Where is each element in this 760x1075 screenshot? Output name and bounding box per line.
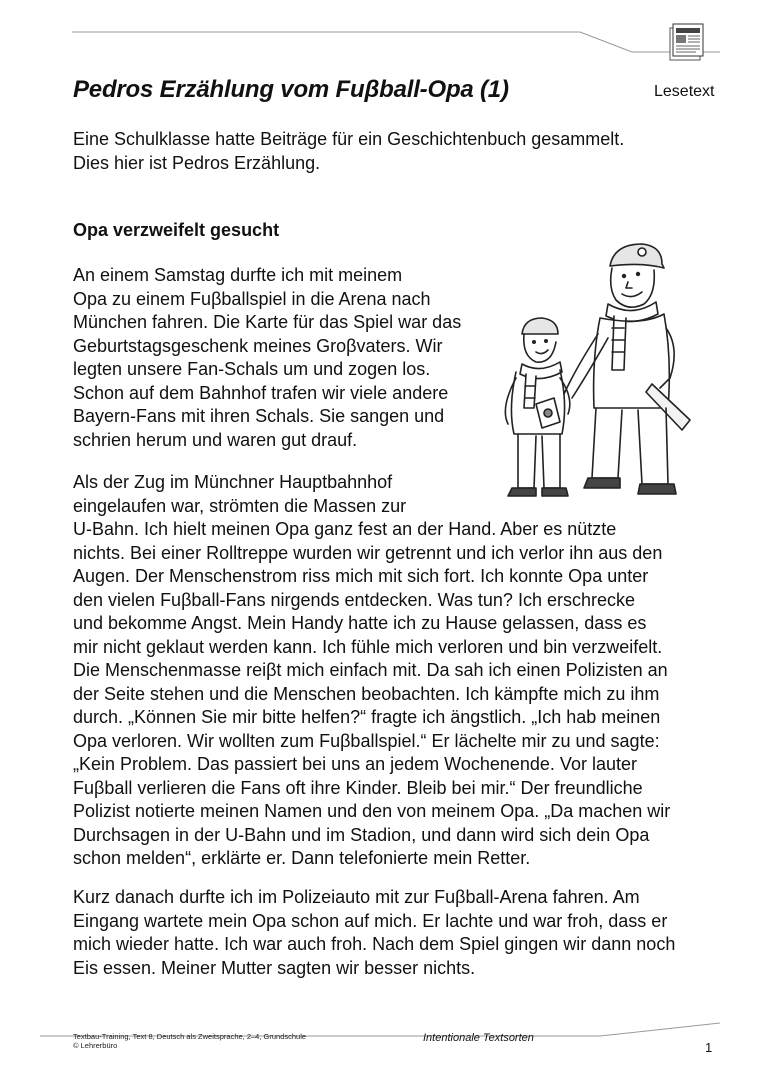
text-line: Die Menschenmasse reiβt mich einfach mit. Da sah ich einen Polizisten an	[73, 660, 668, 680]
text-line: An einem Samstag durfte ich mit meinem	[73, 265, 403, 285]
section-heading: Opa verzweifelt gesucht	[73, 220, 280, 240]
boy-and-grandpa-illustration	[492, 238, 692, 503]
text-line: Eingang wartete mein Opa schon auf mich. Er lachte und war froh, dass er	[73, 910, 668, 931]
text-line: Eine Schulklasse hatte Beiträge für ein Geschichtenbuch gesammelt.	[73, 129, 625, 149]
text-line: mich wieder hatte. Ich war auch froh. Nach dem Spiel gingen wir dann noch	[73, 934, 676, 954]
text-line: Durchsagen in der U-Bahn und im Stadion, und dann wird sich dein Opa	[73, 824, 650, 845]
text-line: durch. „Können Sie mir bitte helfen?“ fragte ich ängstlich. „Ich hab meinen	[73, 707, 661, 727]
paragraph-2	[73, 471, 723, 871]
paragraph-3	[73, 886, 723, 980]
text-line: Kurz danach durfte ich im Polizeiauto mit zur Fuβball-Arena fahren. Am	[73, 887, 640, 907]
text-line: Polizist notierte meinen Namen und den von meinem Opa. „Da machen wir	[73, 801, 671, 821]
text-line: Geburtstagsgeschenk meines Groβvaters. Wir	[73, 335, 443, 356]
text-line: Bayern-Fans mit ihren Schals. Sie sangen und	[73, 406, 445, 426]
text-line: Als der Zug im Münchner Hauptbahnhof	[73, 472, 393, 492]
text-line: Fuβball verlieren die Fans oft ihre Kinder. Bleib bei mir.“ Der freundliche	[73, 777, 643, 798]
text-type-label: Lesetext	[654, 83, 715, 100]
text-line: nichts. Bei einer Rolltreppe wurden wir getrennt und ich verlor ihn aus den	[73, 542, 663, 563]
footer-category: Intentionale Textsorten	[423, 1032, 534, 1044]
page-number: 1	[705, 1040, 713, 1055]
boy-figure	[505, 318, 569, 496]
text-line: „Kein Problem. Das passiert bei uns an jedem Wochenende. Vor lauter	[73, 754, 637, 774]
text-line: Schon auf dem Bahnhof trafen wir viele andere	[73, 382, 449, 403]
grandpa-figure	[564, 244, 690, 494]
header-rule	[72, 30, 720, 54]
intro-text	[73, 128, 713, 175]
text-line: Dies hier ist Pedros Erzählung.	[73, 152, 321, 173]
text-line: mir nicht geklaut werden kann. Ich fühle mich verloren und bin verzweifelt.	[73, 636, 663, 657]
text-line: der Seite stehen und die Menschen beobachten. Ich kämpfte mich zu ihm	[73, 683, 660, 704]
page-title: Pedros Erzählung vom Fuβball-Opa (1)	[73, 76, 509, 103]
footer-credit-line: Textbau-Training, Text 8, Deutsch als Zweitsprache, 2–4, Grundschule	[73, 1032, 307, 1041]
text-line: schrien herum und waren gut drauf.	[73, 429, 358, 450]
footer-credit	[73, 1032, 306, 1050]
text-line: legten unsere Fan-Schals um und zogen los.	[73, 359, 431, 379]
text-line: eingelaufen war, strömten die Massen zur	[73, 495, 407, 516]
text-line: Augen. Der Menschenstrom riss mich mit sich fort. Ich konnte Opa unter	[73, 566, 649, 586]
text-line: Opa verloren. Wir wollten zum Fuβballspiel.“ Er lächelte mir zu und sagte:	[73, 730, 660, 751]
text-line: Eis essen. Meiner Mutter sagten wir besser nichts.	[73, 957, 476, 978]
newspaper-icon	[666, 20, 706, 64]
text-line: den vielen Fuβball-Fans nirgends entdecken. Was tun? Ich erschrecke	[73, 589, 635, 610]
text-line: Opa zu einem Fuβballspiel in die Arena nach	[73, 288, 431, 309]
footer-copyright: © Lehrerbüro	[73, 1041, 118, 1050]
text-line: U-Bahn. Ich hielt meinen Opa ganz fest an der Hand. Aber es nützte	[73, 519, 617, 539]
paragraph-1	[73, 264, 493, 452]
text-line: schon melden“, erklärte er. Dann telefonierte mein Retter.	[73, 848, 531, 868]
text-line: München fahren. Die Karte für das Spiel war das	[73, 312, 462, 332]
text-line: und bekomme Angst. Mein Handy hatte ich zu Hause gelassen, dass es	[73, 613, 647, 633]
